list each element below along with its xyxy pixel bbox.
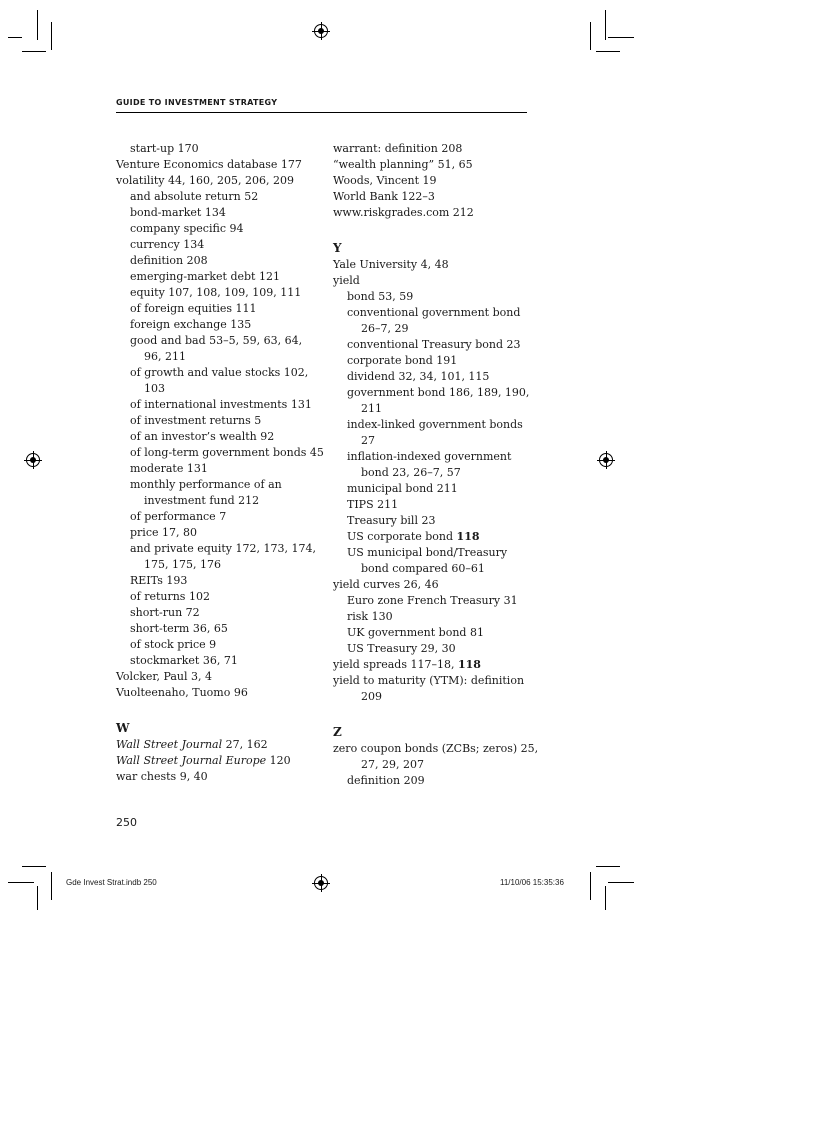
index-entry-text: warrant: definition 208 [333,142,463,155]
index-entry [333,689,538,705]
timestamp-slug: 11/10/06 15:35:36 [500,878,564,887]
index-entry-text: TIPS 211 [347,498,399,511]
crop-mark [608,37,634,38]
index-entry-text: 211 [361,402,382,415]
index-entry [116,301,321,317]
index-entry [333,173,538,189]
index-column-left [116,141,324,785]
index-entry [333,353,538,369]
index-entry [116,493,321,509]
index-entry [333,289,538,305]
index-entry [333,449,538,465]
index-entry-text: UK government bond 81 [347,626,484,639]
index-entry [116,285,321,301]
index-entry-text: 175, 175, 176 [144,558,221,571]
index-entry-text: of foreign equities 111 [130,302,257,315]
index-entry-text: 96, 211 [144,350,186,363]
index-entry [333,257,538,273]
index-entry [116,173,321,189]
index-entry [116,589,321,605]
index-entry-text: US corporate bond [347,530,457,543]
index-entry-text: Volcker, Paul 3, 4 [116,670,213,683]
index-entry-text: 103 [144,382,165,395]
index-entry-text: of returns 102 [130,590,210,603]
crop-mark [608,882,634,883]
crop-mark [51,872,52,900]
index-entry-text: 120 [266,754,291,767]
index-entry-text: stockmarket 36, 71 [130,654,238,667]
index-entry [116,769,321,785]
index-entry-text: 209 [361,690,382,703]
index-entry-text: moderate 131 [130,462,208,475]
index-entry [333,305,538,321]
index-entry [333,157,538,173]
index-entry-text: Treasury bill 23 [347,514,436,527]
index-entry [333,189,538,205]
index-entry-text: short-run 72 [130,606,200,619]
crop-mark [590,22,591,50]
index-entry-text: REITs 193 [130,574,188,587]
index-entry [333,609,538,625]
registration-mark-icon [314,24,328,38]
index-entry [333,561,538,577]
index-entry [333,321,538,337]
index-entry [116,317,321,333]
index-entry-text: conventional government bond [347,306,521,319]
section-gap [333,705,538,721]
index-entry [116,429,321,445]
index-entry-text: World Bank 122–3 [333,190,435,203]
index-entry-text: investment fund 212 [144,494,260,507]
index-entry [116,189,321,205]
index-entry-text: definition 209 [347,774,425,787]
index-entry-text: of long-term government bonds 45 [130,446,324,459]
index-entry-text: government bond 186, 189, 190, [347,386,530,399]
index-entry [116,157,321,173]
index-entry [333,497,538,513]
index-entry-text: 27, 29, 207 [361,758,424,771]
index-entry [116,637,321,653]
index-entry-text: zero coupon bonds (ZCBs; zeros) 25, [333,742,539,755]
index-entry-text: yield to maturity (YTM): definition [333,674,525,687]
index-entry [116,445,324,461]
index-entry [116,557,321,573]
index-entry [333,657,538,673]
index-entry-text: of growth and value stocks 102, [130,366,309,379]
index-entry-text: and absolute return 52 [130,190,259,203]
registration-mark-icon [314,876,328,890]
index-entry-text: volatility 44, 160, 205, 206, 209 [116,174,294,187]
index-entry-text: and private equity 172, 173, 174, [130,542,316,555]
running-head: GUIDE TO INVESTMENT STRATEGY [116,98,278,107]
index-entry-text: yield spreads 117–18, [333,658,458,671]
crop-mark [8,37,22,38]
section-gap [333,221,538,237]
index-entry [116,461,321,477]
index-entry-text: corporate bond 191 [347,354,458,367]
index-entry [116,365,321,381]
registration-mark-icon [599,453,613,467]
index-entry-bold-page: 118 [456,530,480,543]
index-entry [333,385,538,401]
index-entry [116,573,321,589]
index-entry-text: of stock price 9 [130,638,217,651]
index-entry-text: bond-market 134 [130,206,226,219]
index-section-letter: W [116,721,130,735]
page-number: 250 [116,816,137,829]
index-entry [116,669,321,685]
index-entry-text: currency 134 [130,238,205,251]
index-entry [116,685,321,701]
section-gap [116,701,321,717]
index-entry-title: Wall Street Journal Europe [116,754,267,767]
index-entry [333,205,538,221]
index-entry [333,481,538,497]
index-entry [116,333,321,349]
index-entry-text: foreign exchange 135 [130,318,252,331]
index-entry [116,349,321,365]
index-entry-text: dividend 32, 34, 101, 115 [347,370,490,383]
index-section-letter: Z [333,725,342,739]
index-entry [333,141,538,157]
crop-mark [22,866,46,867]
index-entry-text: bond 23, 26–7, 57 [361,466,461,479]
file-slug: Gde Invest Strat.indb 250 [66,878,157,887]
index-entry [116,653,321,669]
index-section-letter: Y [333,241,342,255]
index-entry [116,753,321,769]
index-entry [116,605,321,621]
index-entry [116,525,321,541]
index-entry [333,641,538,657]
index-entry [333,417,538,433]
index-entry-text: 27 [361,434,375,447]
registration-mark-icon [26,453,40,467]
crop-mark [605,10,606,40]
index-entry [333,513,538,529]
index-entry [116,737,321,753]
index-entry-text: price 17, 80 [130,526,197,539]
index-entry-title: Wall Street Journal [116,738,223,751]
index-entry-text: Yale University 4, 48 [333,258,449,271]
index-entry [116,237,321,253]
index-entry [333,757,538,773]
index-entry [333,401,538,417]
index-entry [333,773,538,789]
index-entry-text: US municipal bond/Treasury [347,546,508,559]
index-entry-text: US Treasury 29, 30 [347,642,456,655]
index-entry-text: “wealth planning” 51, 65 [333,158,473,171]
index-entry-text: Venture Economics database 177 [116,158,302,171]
index-entry-text: bond compared 60–61 [361,562,485,575]
index-entry [116,269,321,285]
index-entry-text: 26–7, 29 [361,322,409,335]
index-entry-text: good and bad 53–5, 59, 63, 64, [130,334,303,347]
crop-mark [22,51,46,52]
index-entry-text: municipal bond 211 [347,482,458,495]
index-entry-text: of investment returns 5 [130,414,262,427]
index-entry-text: risk 130 [347,610,393,623]
crop-mark [51,22,52,50]
crop-mark [37,886,38,910]
index-entry-text: of performance 7 [130,510,227,523]
index-entry [333,433,538,449]
index-entry-text: inflation-indexed government [347,450,512,463]
index-entry [116,253,321,269]
crop-mark [8,882,34,883]
index-entry [116,381,321,397]
index-entry-text: yield [333,274,360,287]
index-entry-bold-page: 118 [457,658,481,671]
index-entry-text: definition 208 [130,254,208,267]
index-entry [116,397,321,413]
index-entry-text: short-term 36, 65 [130,622,228,635]
index-entry-text: emerging-market debt 121 [130,270,280,283]
index-entry [333,465,538,481]
index-entry-text: Woods, Vincent 19 [333,174,437,187]
index-entry [116,541,321,557]
index-entry-text: Vuolteenaho, Tuomo 96 [116,686,248,699]
index-entry-text: equity 107, 108, 109, 109, 111 [130,286,302,299]
crop-mark [596,866,620,867]
crop-mark [605,886,606,910]
index-entry [116,205,321,221]
index-entry [333,529,538,545]
index-entry-text: Euro zone French Treasury 31 [347,594,518,607]
index-entry-text: 27, 162 [222,738,268,751]
index-entry-text: index-linked government bonds [347,418,523,431]
index-entry [333,369,538,385]
index-entry [333,625,538,641]
index-entry [116,413,321,429]
index-entry [333,673,538,689]
index-entry-text: bond 53, 59 [347,290,414,303]
index-entry-text: monthly performance of an [130,478,282,491]
index-entry-text: company specific 94 [130,222,244,235]
index-column-right [333,141,538,789]
index-entry-text: of international investments 131 [130,398,312,411]
index-entry-text: start-up 170 [130,142,199,155]
crop-mark [596,51,620,52]
header-rule [116,112,527,113]
index-entry-text: of an investor’s wealth 92 [130,430,275,443]
index-entry [333,593,538,609]
index-entry [333,273,538,289]
index-entry [333,337,538,353]
index-entry-text: conventional Treasury bond 23 [347,338,521,351]
index-entry [333,577,538,593]
index-entry [116,477,321,493]
crop-mark [37,10,38,40]
crop-mark [590,872,591,900]
index-entry [333,741,538,757]
index-entry-text: www.riskgrades.com 212 [333,206,474,219]
index-entry-text: yield curves 26, 46 [333,578,439,591]
index-entry [333,545,538,561]
index-entry [116,141,321,157]
index-entry [116,221,321,237]
index-entry [116,621,321,637]
index-entry [116,509,321,525]
index-entry-text: war chests 9, 40 [116,770,208,783]
